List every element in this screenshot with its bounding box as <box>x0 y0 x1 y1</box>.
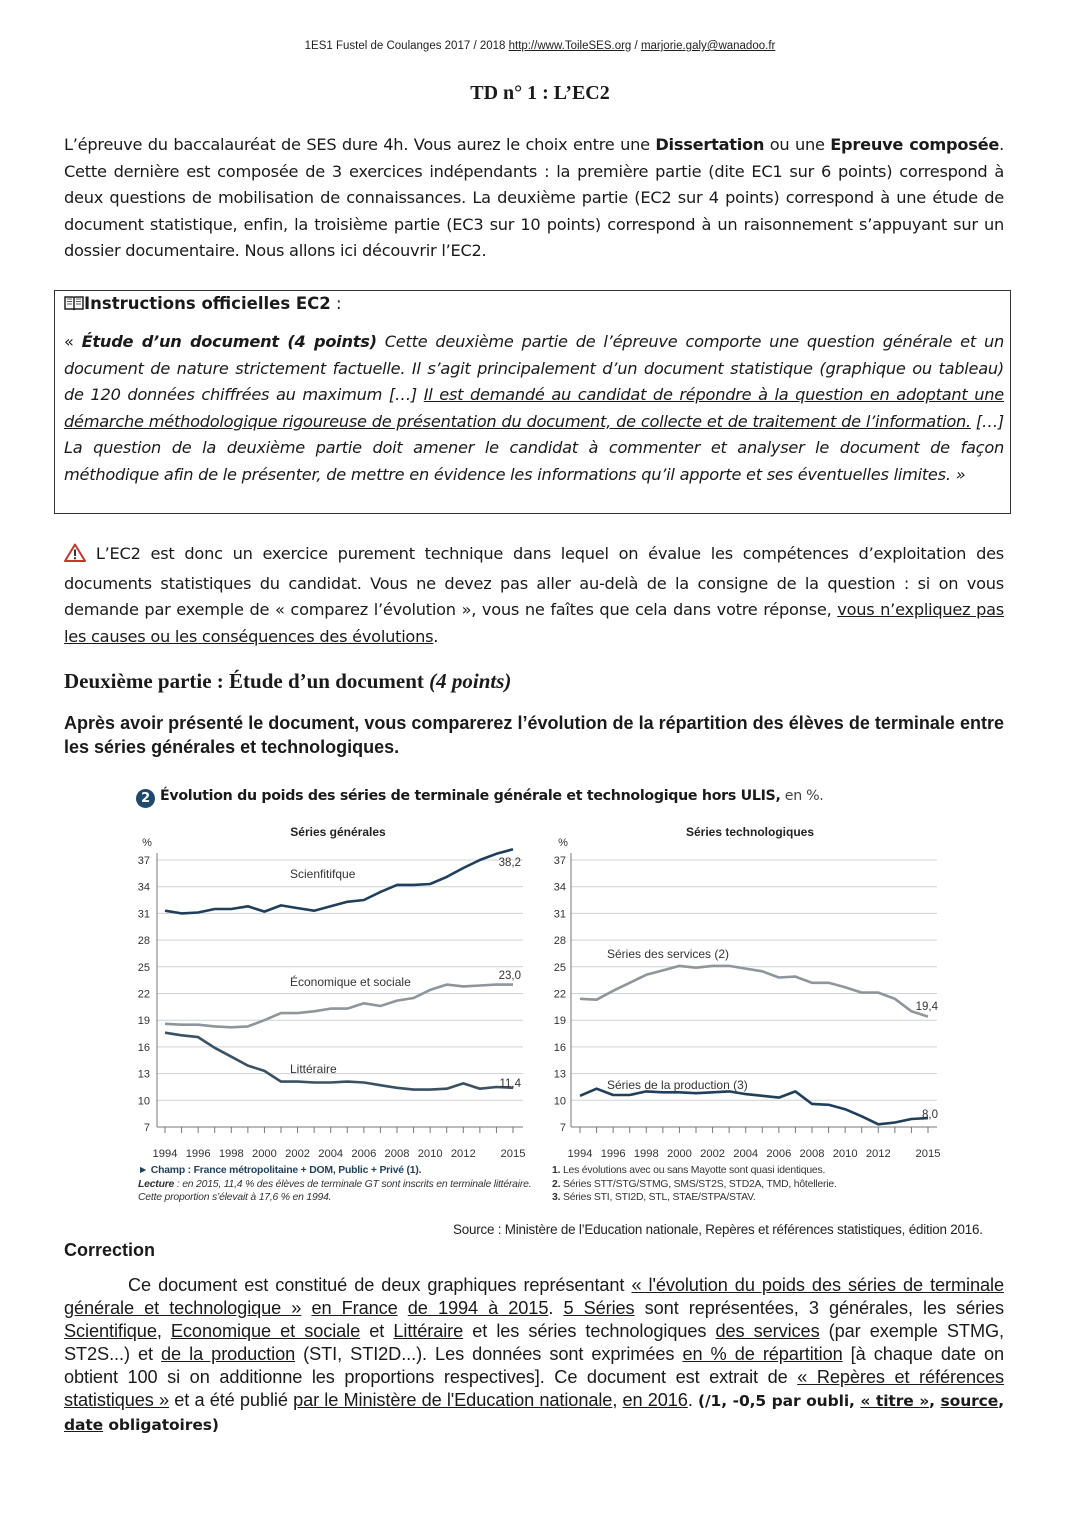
lecture-text-2: Cette proportion s’élevait à 17,6 % en 1994. <box>138 1192 332 1203</box>
y-tick-label: 7 <box>559 1122 566 1134</box>
charts-area <box>0 815 1080 1160</box>
footnote-1 <box>552 1164 972 1178</box>
x-tick-label: 2000 <box>666 1148 692 1160</box>
series-label: Scienfitifque <box>290 867 356 881</box>
y-tick-label: 10 <box>553 1095 566 1108</box>
intro-bold-epreuve: Epreuve composée <box>830 135 1000 154</box>
chart-panel-title: Séries générales <box>290 825 386 839</box>
y-tick-label: 31 <box>553 908 566 921</box>
y-tick-label: 16 <box>137 1041 150 1054</box>
correction-heading: Correction <box>64 1240 156 1260</box>
y-tick-label: 22 <box>553 988 566 1001</box>
x-tick-label: 2002 <box>700 1148 726 1160</box>
y-tick-label: 10 <box>137 1095 150 1108</box>
header-separator: / <box>631 40 641 52</box>
y-tick-label: 13 <box>137 1068 150 1081</box>
book-icon <box>64 295 84 315</box>
question-text: Après avoir présenté le document, vous comparerez l’évolution de la répartition des élèves de terminale entre les séries générales et technologiques. <box>64 713 1004 757</box>
correction-text-segment: , <box>612 1390 623 1410</box>
intro-text-1: L’épreuve du baccalauréat de SES dure 4h. Vous aurez le choix entre une <box>64 135 656 154</box>
intro-text-2: ou une <box>764 135 831 154</box>
correction-text-segment: (par exemple STMG, ST2S...) et <box>64 1321 1004 1364</box>
intro-bold-dissertation: Dissertation <box>655 135 765 154</box>
chart-panel-title: Séries technologiques <box>685 825 815 839</box>
y-tick-label: 19 <box>553 1015 566 1028</box>
section-heading-text: Deuxième partie : Étude d’un document <box>64 669 430 693</box>
correction-text-segment: , <box>156 1321 171 1341</box>
correction-text-segment: . <box>548 1298 564 1318</box>
underlined-keyword: en France <box>311 1298 398 1318</box>
warning-end: . <box>433 626 439 646</box>
x-tick-label: 2010 <box>832 1148 858 1160</box>
right-chart-notes <box>552 1164 972 1205</box>
underlined-keyword: « l'évolution du poids des séries de terminale générale et technologique » <box>64 1275 1004 1318</box>
x-tick-label: 2012 <box>450 1148 476 1160</box>
series-label: Séries de la production (3) <box>607 1078 748 1092</box>
instructions-bold-lead: Étude d’un document (4 points) <box>81 332 377 351</box>
correction-text-segment: (STI, STI2D...). Les données sont exprimées <box>295 1344 683 1364</box>
grading-titre: « titre » <box>860 1392 930 1410</box>
correction-text-segment: et les séries technologiques <box>463 1321 716 1341</box>
y-tick-label: 34 <box>137 881 150 894</box>
footnote-text: Séries STI, STI2D, STL, STAE/STPA/STAV. <box>560 1192 756 1203</box>
series-end-value: 38,2 <box>498 857 521 869</box>
instructions-text-1: Cette deuxième partie de l’épreuve comporte une question générale et un document de nature strictement factuelle. Il s’agit principalement d’un document statistique (graphique ou tableau) de 120 données chiffrées au maximum […] <box>64 332 1004 405</box>
underlined-keyword: Scientifique <box>64 1321 157 1341</box>
x-tick-label: 1998 <box>218 1148 244 1160</box>
instructions-heading-text: Instructions officielles EC2 <box>84 294 331 313</box>
y-tick-label: 19 <box>137 1015 150 1028</box>
series-end-value: 23,0 <box>498 970 521 982</box>
figure-unit: en %. <box>780 788 824 804</box>
correction-text-segment: Ce document est constitué de deux graphiques représentant <box>128 1275 632 1295</box>
footnote-2 <box>552 1178 972 1192</box>
email-link[interactable]: marjorie.galy@wanadoo.fr <box>640 40 776 52</box>
correction-text-segment: sont représentées, 3 générales, les séries <box>634 1298 1005 1318</box>
x-tick-label: 2000 <box>251 1148 277 1160</box>
underlined-keyword: des services <box>715 1321 820 1341</box>
y-tick-label: 16 <box>553 1041 566 1054</box>
underlined-keyword: en % de répartition <box>682 1344 843 1364</box>
lecture-label: Lecture <box>138 1178 175 1190</box>
correction-text-segment: et <box>360 1321 394 1341</box>
correction-text-segment: [à chaque date on obtient 100 si on additionne les proportions respectives]. Ce document est extrait de <box>64 1344 1004 1387</box>
y-axis-unit: % <box>142 837 152 849</box>
y-tick-label: 37 <box>137 855 150 867</box>
x-tick-label: 1996 <box>600 1148 626 1160</box>
y-tick-label: 28 <box>137 935 150 948</box>
figure-number-badge: 2 <box>136 789 155 808</box>
x-tick-label: 2008 <box>384 1148 410 1160</box>
figure-title-text: Évolution du poids des séries de terminale générale et technologique hors ULIS, <box>160 788 781 804</box>
page-header <box>0 40 1080 52</box>
footnote-text: Les évolutions avec ou sans Mayotte sont quasi identiques. <box>560 1165 826 1176</box>
x-tick-label: 2015 <box>915 1148 941 1160</box>
lecture-note <box>138 1178 538 1192</box>
website-link[interactable]: http://www.ToileSES.org <box>508 40 632 52</box>
intro-text-3: . Cette dernière est composée de 3 exercices indépendants : la première partie (dite EC1 sur 6 points) correspond à deux questions de mobilisation de connaissances. La deuxième partie (EC2 sur 4 points) correspond à une étude de document statistique, enfin, la troisième partie (EC3 sur 10 points) correspond à un raisonnement s’appuyant sur un dossier documentaire. Nous allons ici découvrir l’EC2. <box>64 135 1004 261</box>
warning-underlined: vous n’expliquez pas les causes ou les conséquences des évolutions <box>64 600 1004 646</box>
y-tick-label: 37 <box>553 855 566 867</box>
grading-source: source <box>940 1392 999 1410</box>
series-line <box>165 985 513 1028</box>
y-tick-label: 34 <box>553 881 566 894</box>
y-tick-label: 25 <box>137 961 150 974</box>
underlined-keyword: de la production <box>161 1344 296 1364</box>
underlined-keyword: par le Ministère de l'Education nationale <box>293 1390 613 1410</box>
y-axis-unit: % <box>558 837 568 849</box>
x-tick-label: 2004 <box>733 1148 759 1160</box>
grading-comma: , <box>998 1392 1004 1410</box>
footnote-number: 3. <box>552 1192 561 1203</box>
correction-text-segment <box>301 1298 311 1318</box>
x-tick-label: 2008 <box>799 1148 825 1160</box>
correction-text <box>64 1275 1004 1410</box>
correction-text-segment: et a été publié <box>169 1390 294 1410</box>
series-end-value: 11,4 <box>499 1078 521 1090</box>
x-tick-label: 2006 <box>766 1148 792 1160</box>
warning-paragraph <box>64 541 1004 650</box>
section-heading-points: (4 points) <box>429 669 512 693</box>
underlined-keyword: « Repères et références statistiques » <box>64 1367 1004 1410</box>
grading-comma: , <box>929 1392 941 1410</box>
footnote-3 <box>552 1191 972 1205</box>
y-tick-label: 31 <box>137 908 150 921</box>
instructions-heading <box>64 294 342 315</box>
warning-icon <box>64 543 86 571</box>
grading-date: date <box>64 1416 104 1434</box>
instructions-underlined: Il est demandé au candidat de répondre à la question en adoptant une démarche méthodologique rigoureuse de présentation du document, de collecte et de traitement de l’information. <box>64 385 1004 431</box>
footnote-text: Séries STT/STG/STMG, SMS/ST2S, STD2A, TMD, hôtellerie. <box>560 1178 837 1190</box>
grading-text: (/1, -0,5 par oubli, <box>698 1392 861 1410</box>
y-tick-label: 28 <box>553 935 566 948</box>
y-tick-label: 25 <box>553 961 566 974</box>
x-tick-label: 1996 <box>185 1148 211 1160</box>
series-end-value: 19,4 <box>915 1001 938 1013</box>
correction-paragraph <box>64 1274 1004 1437</box>
series-line <box>165 1033 513 1090</box>
y-tick-label: 7 <box>143 1122 150 1134</box>
x-tick-label: 1994 <box>152 1148 178 1160</box>
instructions-heading-colon: : <box>330 294 342 313</box>
left-chart-notes <box>138 1164 538 1205</box>
underlined-keyword: Economique et sociale <box>170 1321 361 1341</box>
x-tick-label: 2002 <box>285 1148 311 1160</box>
open-quote: « <box>64 332 82 351</box>
underlined-keyword: de 1994 à 2015 <box>407 1298 549 1318</box>
series-label: Économique et sociale <box>290 975 411 989</box>
x-tick-label: 1998 <box>633 1148 659 1160</box>
series-line <box>165 849 513 913</box>
underlined-keyword: Littéraire <box>393 1321 464 1341</box>
series-label: Littéraire <box>290 1062 337 1076</box>
figure-title <box>136 788 824 808</box>
champ-note: ► Champ : France métropolitaine + DOM, Public + Privé (1). <box>138 1165 422 1176</box>
figure-source: Source : Ministère de l’Education nationale, Repères et références statistiques, édition 2016. <box>453 1222 983 1237</box>
footnote-number: 2. <box>552 1178 561 1190</box>
lecture-text: : en 2015, 11,4 % des élèves de terminale GT sont inscrits en terminale littéraire. <box>174 1178 532 1190</box>
correction-text-segment <box>398 1298 408 1318</box>
page-title: TD n° 1 : L’EC2 <box>470 82 610 104</box>
warning-text: L’EC2 est donc un exercice purement technique dans lequel on évalue les compétences d’exploitation des documents statistiques du candidat. Vous ne devez pas aller au-delà de la consigne de la question : si on vous demande par exemple de « comparez l’évolution », vous ne faîtes que cela dans votre réponse, <box>64 544 1004 620</box>
instructions-quote <box>64 329 1004 489</box>
series-end-value: 8,0 <box>922 1109 938 1121</box>
intro-paragraph <box>64 132 1004 265</box>
x-tick-label: 2010 <box>417 1148 443 1160</box>
x-tick-label: 2015 <box>500 1148 526 1160</box>
grading-text-end: obligatoires) <box>103 1416 219 1434</box>
header-prefix: 1ES1 Fustel de Coulanges 2017 / 2018 <box>304 40 509 52</box>
underlined-keyword: en 2016 <box>622 1390 688 1410</box>
y-tick-label: 22 <box>137 988 150 1001</box>
correction-text-segment: . <box>687 1390 699 1410</box>
series-line <box>580 1089 928 1125</box>
section-heading <box>64 669 511 694</box>
series-line <box>580 966 928 1017</box>
underlined-keyword: 5 Séries <box>563 1298 635 1318</box>
x-tick-label: 1994 <box>567 1148 593 1160</box>
instructions-text-2: […] La question de la deuxième partie doit amener le candidat à commenter et analyser le document de façon méthodique afin de le présenter, de mettre en évidence les informations qu’il apporte et ses éventuelles limites. » <box>64 411 1005 484</box>
x-tick-label: 2012 <box>865 1148 891 1160</box>
series-label: Séries des services (2) <box>607 947 730 961</box>
x-tick-label: 2006 <box>351 1148 377 1160</box>
x-tick-label: 2004 <box>318 1148 344 1160</box>
y-tick-label: 13 <box>553 1068 566 1081</box>
footnote-number: 1. <box>552 1165 561 1176</box>
